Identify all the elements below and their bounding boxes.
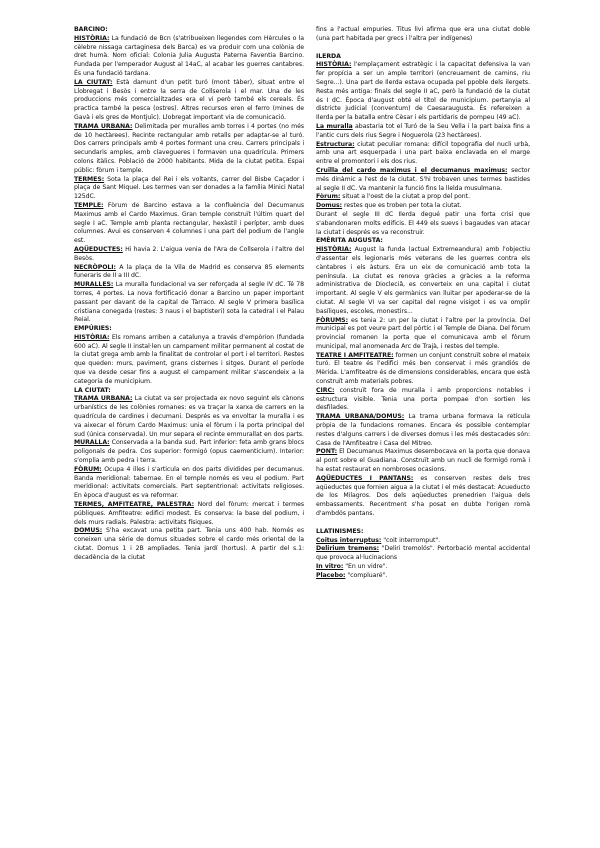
paragraph-text: Nord del fòrum: mercat i termes públiques. Amfiteatre: edifici modest. Es conserva: la base del podium, i dels murs radials. Palestra: activitats físiques. <box>74 501 305 526</box>
section-heading: BARCINO: <box>74 26 108 33</box>
paragraph-label: TRAMA URBANA: <box>74 395 133 403</box>
paragraph-text: Hi havia 2. L'aigua venia de l'Ara de Collserola i l'altre del Besòs. <box>74 245 304 262</box>
paragraph-label: HISTÒRIA: <box>316 61 352 69</box>
paragraph-label: FÒRUMS: <box>316 316 349 324</box>
paragraph-label: Coitus interruptus: <box>316 536 382 544</box>
paragraph <box>316 193 530 202</box>
section-heading: ILERDA <box>316 52 341 60</box>
paragraph-text: El Decumanus Maximus desembocava en la porta que donava al pont sobre el Guadiana. Construït amb un nucli de formigó romà i ha estat restaurat en nombroses ocasions. <box>316 448 530 474</box>
paragraph-text: La ciutat va ser projectada ex novo seguint els cànons urbanístics de les colònies romanes: es va traçar la xarxa de carrers en la quadrícula de cardines i decumani. Després es va envoltar la muralla i es va aixecar el fòrum Cardo Maximus: unia el fòrum i la porta principal del sud (única conservada). Un mur separa el recinte emmurallat en dos parts. <box>74 395 304 438</box>
paragraph-label: TRAMA URBANA/DOMUS: <box>316 413 405 421</box>
paragraph-label: MURALLES: <box>74 281 114 289</box>
paragraph-text: es conserven restes dels tres aqüeductes que fornien aigua a la ciutat i el més destacat: Acueducto de los Milagros. Dos dels aqüeductes prenedrien l'aigua dels embassaments. Recentment s'ha posat en dubte l'origen romà d'ambdós pantans. <box>316 474 530 518</box>
paragraph-text: Sota la plaça del Rei i els voltants, carrer del Bisbe Caçador i plaça de Sant Miquel. Les termes van ser donades a la família Minici Natal 125dC. <box>74 175 304 201</box>
paragraph-label: MURALLA: <box>74 439 110 447</box>
paragraph-label: Cruïlla del cardo maximus i el decumanus maximus: <box>316 166 508 174</box>
paragraph-text: "compluaré". <box>345 571 388 579</box>
paragraph <box>74 395 304 439</box>
paragraph <box>74 527 304 562</box>
paragraph <box>316 475 530 519</box>
paragraph <box>74 176 304 202</box>
paragraph-text: "coit interromput". <box>381 536 441 544</box>
paragraph-text: ciutat peculiar romana: difícil topografia del nucli urbà, amb una art esquerpada i una part baixa enclavada en el marge entre el promontori i els dos rius. <box>316 140 530 166</box>
paragraph <box>316 448 530 474</box>
paragraph-text: "En un vidre". <box>343 563 388 571</box>
paragraph <box>74 35 304 79</box>
paragraph-label: In vitro: <box>316 563 344 571</box>
paragraph-label: NECRÒPOLI: <box>74 263 116 271</box>
paragraph-text: S'ha excavat una petita part. Tenia uns 400 hab. Només es coneixen una sèrie de domus situades sobre el cardo més oriental de la ciutat. Domus 1 i 2B ampliades. Tenia jardí (hortus). A partir del s.1: decadència de la ciutat <box>74 527 304 561</box>
paragraph-label: TRAMA URBANA: <box>74 122 133 130</box>
paragraph-text: es tenia 2: un per la ciutat i l'altre per la província. Del municipal es pot veure part del pòrtic i el Temple de Diana. Del fòrum provincial romanen la porta que el comunicava amb el fòrum municipal, mal anomenada Arc de Trajà, i restes del temple. <box>316 316 530 350</box>
paragraph-text: August la funda (actual Extremeandura) amb l'objectiu d'assentar els legionaris més veterans de les guerres contra els càntabres i els àsturs. Era un eix de comunicació amb tota la península. La ciutat es renova gràcies a gràcies a la reforma administrativa de Diocleciâ, es converteix en una capital i ciutat important. Al segle V els germànics van lluitar per apoderar-se de la ciutat. Al segle VI va ser capital del regne visigot i es va omplir basíliques, escoles, monestirs... <box>316 246 530 315</box>
paragraph-label: La muralla <box>316 122 353 130</box>
paragraph <box>316 211 530 237</box>
paragraph-text: Està damunt d'un petit turó (mont tàber), situat entre el Llobregat i Besòs i entre la serra de Collserola i el mar. Una de les produccions més comercialitzades era el vi però també els cereals. És practica també la pesca (ostres). Altres recursos eren el ferro (mines de Gavà i els gres de Montjuïc). Llobregat important via de comunicació. <box>74 78 305 121</box>
section-heading: EMPÚRIES: <box>74 325 112 333</box>
paragraph-text: La muralla fundacional va ser reforçada al segle IV dC. Té 78 torres, 4 portes. La nova fortificació donar a Barcino un paper important passant per davant de la capital de Tàrraco. Al segle V primera basílica cristiana conegada (restes: 3 naus i el baptisteri) sota la catedral i el Palau Reial. <box>74 281 304 324</box>
paragraph-label: Delirium tremens: <box>316 545 380 553</box>
paragraph-label: FÒRUM: <box>74 465 102 473</box>
paragraph-text: Conservada a la banda sud. Part inferior: feta amb grans blocs poligonals de pedra. Cos superior: formigó (opus caementicium). Interior: s'omplia amb pedra i terra. <box>74 439 304 465</box>
paragraph-text: Ocupa 4 illes i s'articula en dos parts dividides per decumanus. Banda meridional: tabernae. En el temple només es veu el podium. Part meridional: activitats comercials. Part septentrional: activitats religioses. En època d'august es va reformar. <box>74 465 304 500</box>
paragraph-label: HISTÒRIA: <box>74 333 110 341</box>
paragraph-text: l'emplaçament estratègic i la capacitat defensiva la van fer propícia a ser un ample territori (encreuament de camins, riu Segre...). Una part de Ilerda estava ocupada pel ppoble dels ilergets. Resta més antiga: finals del segle II aC, però la fundació de la ciutat és I dC. Època d'august obté el títol de municipium. pertanyia al districte judicial (conventum) de Caesaraugusta. És refereixen a Ilerda per la batalla entre Cèsar i els partidaris de pompeu (49 aC). <box>316 61 530 122</box>
paragraph <box>316 545 530 563</box>
paragraph <box>74 264 304 282</box>
paragraph-label: Domus: <box>316 202 343 210</box>
paragraph-label: TERMES: <box>74 175 105 183</box>
paragraph-label: LA CIUTAT: <box>74 78 113 86</box>
paragraph <box>74 501 304 527</box>
paragraph <box>316 352 530 387</box>
paragraph-label: TERMES, AMFITEATRE, PALESTRA: <box>74 501 195 509</box>
paragraph <box>316 141 530 167</box>
paragraph-text: A la plaça de la Vila de Madrid es conserva 85 elements funeraris de II a III dC. <box>74 263 304 280</box>
paragraph <box>74 246 304 264</box>
paragraph-label: AQÜEDUCTES: <box>74 245 123 253</box>
paragraph <box>74 79 304 123</box>
paragraph <box>316 61 530 123</box>
paragraph-text: abastaria tot el Turó de la Seu Vella i la part baixa fins a l'antic curs dels rius Segre i Noguerola (23 hectàrees). <box>316 122 530 139</box>
paragraph <box>316 317 530 352</box>
paragraph-text: construït fora de muralla i amb proporcions notables i estructura visible. Tenia una porta pompae d'on sortien les desfilades. <box>316 386 530 412</box>
paragraph <box>316 563 530 572</box>
paragraph-label: DOMUS: <box>74 527 103 535</box>
paragraph-text: La fundació de Bcn (s'atribueixen llegendes com Hèrcules o la cèlebre nissaga cartaginesa dels Barca) es va produir com una colònia de dret humà. Nom oficial: Colonia Julia Augusta Paterna Faventia Barcino. Fundada per l'emperador August al 14aC, al acabar les guerres cantabres. És una fundació tardana. <box>74 34 304 77</box>
paragraph <box>316 167 530 193</box>
spacer <box>316 519 530 528</box>
paragraph <box>74 123 304 176</box>
paragraph <box>316 202 530 211</box>
paragraph <box>316 123 530 141</box>
paragraph <box>74 334 304 387</box>
paragraph-text: formen un conjunt construït sobre el mateix turó. El teatre és l'edifici més ben conservat i més grandiós de Mèrida. L'amfiteatre és de dimensions considerables, encara que està construït amb materials pobres. <box>316 351 530 386</box>
paragraph-text: Els romans arriben a catalunya a través d'empòrion (fundada 600 aC). Al segle II instal·len un campament militar permanent al costat de la ciutat grega amb amb la finalitat de controlar el port i el territori. Restes que queden: murs, paviment, grans cisternes i sitges. Durant el període que va desde cesar fins a august el campament militar s'ascendeix a la categoria de municipium. <box>74 333 304 385</box>
paragraph <box>316 246 530 316</box>
right-column <box>316 26 530 581</box>
paragraph-text: restes que es troben per tota la ciutat. <box>342 202 462 210</box>
paragraph <box>74 202 304 246</box>
paragraph-label: TEMPLE: <box>74 201 104 209</box>
paragraph-label: TEATRE I AMFITEATRE: <box>316 351 394 359</box>
paragraph-text: Delimitada per muralles amb torres i 4 portes (no més de 10 hectàrees). Recinte rectangular amb retalls per adaptar-se al turó. Dos carrers principals amb 4 portes formant una creu. Carrers principals i secundaris amples, amb clavegueres i formaven una quadrícula. Primers colons itàlics. Població de 2000 habitants. Mida de la ciutat petita. Espai públic: fòrum i temple. <box>74 122 305 174</box>
paragraph <box>316 26 530 44</box>
paragraph-label: Estructura: <box>316 140 355 148</box>
paragraph-text: La trama urbana formava la retícula pròpia de la fundacions romanes. Encara és possible contemplar restes d'alguns carrers i de diverses domus i les més destacades són: Casa de l'Amfiteatre i Casa del Mitreo. <box>316 413 530 447</box>
paragraph-label: Fòrum: <box>316 193 341 201</box>
paragraph <box>316 413 530 448</box>
section-heading: EMÈRITA AUGUSTA: <box>316 237 383 245</box>
section-heading: LLATINISMES: <box>316 527 364 535</box>
paragraph <box>74 439 304 465</box>
paragraph-text: sector més dinàmic a l'est de la ciutat. S'hi trobaven unes termes bastides al segle II dC. Va mantenir la funció fins la llelda musulmana. <box>316 166 530 192</box>
paragraph <box>316 572 530 581</box>
paragraph-label: PONT: <box>316 448 338 456</box>
paragraph-text: situat a l'oest de la ciutat a prop del pont. <box>340 193 470 201</box>
spacer <box>316 44 530 53</box>
paragraph <box>74 466 304 501</box>
paragraph-label: CIRC: <box>316 386 335 394</box>
paragraph-text: Fòrum de Barcino estava a la confluència del Decumanus Maximus amb el Cardo Maximus. Gran temple construït l'últim quart del segle I aC. Temple amb planta rectangular, hexàstil i perípter, amb dues columnes. Avui es conserven 4 columnes i una part del podium de l'angle est. <box>74 201 304 245</box>
section-heading: LA CIUTAT: <box>74 386 111 394</box>
paragraph-text: "Deliri tremolós". Pertorbació mental accidental que provoca al·lucinacions <box>316 545 530 562</box>
paragraph <box>316 387 530 413</box>
paragraph-text: Durant el segle III dC Ilerda degué patir una forta crisi que s'abandonaren molts edificis. El 449 els suevs i bagaudes van atacar la ciutat i després es va reconstruir. <box>316 210 530 236</box>
paragraph-text: fins a l'actual empuries. Titus livi afirma que era una ciutat doble (una part habitada per grecs i l'altra per indígenes) <box>316 26 530 42</box>
paragraph-label: HISTÒRIA: <box>316 246 352 254</box>
paragraph-label: AQÜEDUCTES I PANTANS: <box>316 474 414 482</box>
paragraph-label: HISTÒRIA: <box>74 34 110 42</box>
paragraph <box>74 281 304 325</box>
paragraph-label: Placebo: <box>316 571 346 579</box>
left-column <box>74 26 304 563</box>
